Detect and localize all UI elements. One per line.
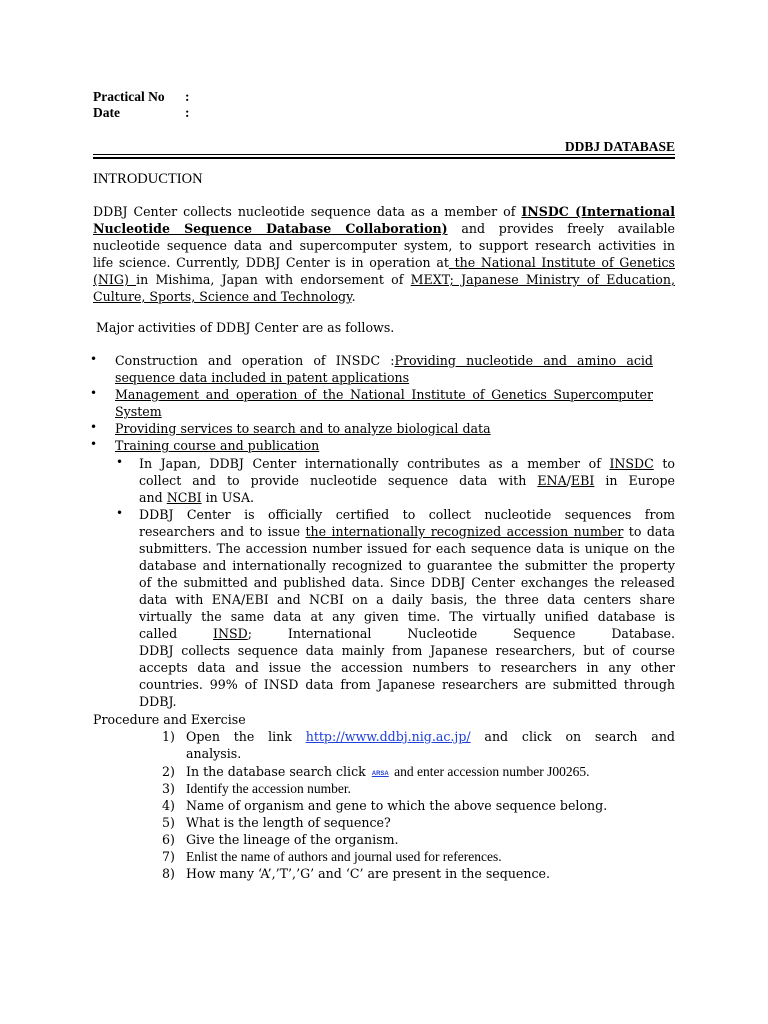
step-1-line-2: analysis. [186, 746, 242, 761]
step-text: Open the link [186, 729, 306, 744]
step-1-line-1 [186, 728, 675, 745]
intro-line-4 [93, 254, 675, 271]
ebi-link[interactable]: EBI [570, 473, 595, 488]
sub-text: researchers and to issue [139, 524, 306, 539]
sub-text: / [566, 473, 571, 488]
sub-bullet-icon: • [116, 506, 124, 520]
step-7: Enlist the name of authors and journal used for references. [186, 849, 502, 864]
step-8-number: 8) [162, 866, 175, 881]
sub-text: called [139, 626, 214, 641]
sub2-line-2 [139, 523, 675, 540]
sub2-line-3: submitters. The accession number issued for each sequence data is unique on the [139, 541, 675, 556]
intro-line-2 [93, 220, 675, 237]
patent-data-link[interactable]: Providing nucleotide and amino acid [394, 353, 653, 368]
date-colon: : [185, 105, 190, 120]
step-3-number: 3) [162, 781, 175, 796]
intro-line-1 [93, 203, 675, 220]
insdc-link[interactable]: INSDC (International [521, 204, 675, 219]
activity-text: Construction and operation of INSDC : [115, 353, 395, 368]
insdc-link[interactable]: INSDC [609, 456, 654, 471]
procedure-heading: Procedure and Exercise [93, 712, 246, 727]
sub1-line-3 [139, 489, 254, 506]
intro-text: and provides freely available [447, 221, 675, 236]
intro-line-6 [93, 288, 356, 305]
sub2-line-10: accepts data and issue the accession numbers to researchers in any other [139, 660, 675, 675]
sub2-line-5: of the submitted and published data. Since DDBJ Center exchanges the released [139, 575, 675, 590]
intro-text: life science. Currently, DDBJ Center is in operation at [93, 255, 449, 270]
nig-link-continued[interactable]: (NIG) [93, 272, 137, 287]
step-2-number: 2) [162, 764, 175, 779]
step-6-number: 6) [162, 832, 175, 847]
activity-4[interactable]: Training course and publication [115, 438, 320, 453]
sub-text: in Europe [594, 473, 675, 488]
sub2-line-9: DDBJ collects sequence data mainly from Japanese researchers, but of course [139, 643, 675, 658]
sub-bullet-icon: • [116, 455, 124, 469]
bullet-icon: • [90, 352, 98, 366]
sub-text: ; International Nucleotide Sequence Database. [247, 626, 675, 641]
activity-1-line-1 [115, 352, 653, 369]
step-4-number: 4) [162, 798, 175, 813]
mext-link-continued[interactable]: Culture, Sports, Science and Technology [93, 289, 352, 304]
ena-link[interactable]: ENA [537, 473, 567, 488]
step-6: Give the lineage of the organism. [186, 832, 399, 847]
intro-text: . [351, 289, 356, 304]
arsa-icon[interactable]: ARSA [371, 771, 389, 777]
date-label: Date [93, 105, 120, 120]
insdc-link-continued[interactable]: Nucleotide Sequence Database Collaboration) [93, 221, 448, 236]
sub-text: and [139, 490, 167, 505]
activity-1-line-2[interactable]: sequence data included in patent applications [115, 370, 410, 385]
mext-link[interactable]: MEXT; Japanese Ministry of Education, [410, 272, 675, 287]
activity-2-line-1[interactable]: Management and operation of the National Institute of Genetics Supercomputer [115, 387, 653, 402]
step-4: Name of organism and gene to which the above sequence belong. [186, 798, 608, 813]
intro-text: in Mishima, Japan with endorsement of [136, 272, 411, 287]
introduction-heading: INTRODUCTION [93, 171, 203, 187]
sub1-line-1 [139, 455, 675, 472]
sub-text: to [653, 456, 675, 471]
step-text: and enter accession number J00265. [390, 764, 590, 779]
bullet-icon: • [90, 386, 98, 400]
sub2-line-1: DDBJ Center is officially certified to collect nucleotide sequences from [139, 507, 675, 522]
bullet-icon: • [90, 437, 98, 451]
page-title: DDBJ DATABASE [564, 139, 675, 154]
sub-text: In Japan, DDBJ Center internationally contributes as a member of [139, 456, 610, 471]
ddbj-url-link[interactable]: http://www.ddbj.nig.ac.jp/ [305, 729, 471, 744]
insd-link[interactable]: INSD [213, 626, 248, 641]
practical-no-colon: : [185, 89, 190, 104]
sub2-line-4: database and internationally recognized to guarantee the submitter the property [139, 558, 675, 573]
sub2-line-6: data with ENA/EBI and NCBI on a daily basis, the three data centers share [139, 592, 675, 607]
step-text: and click on search and [470, 729, 675, 744]
activity-2-line-2[interactable]: System [115, 404, 162, 419]
sub1-line-2 [139, 472, 675, 489]
practical-no-label: Practical No [93, 89, 165, 104]
step-text: In the database search click [186, 764, 370, 779]
title-rule-thick [93, 157, 675, 159]
sub-text: collect and to provide nucleotide sequence data with [139, 473, 538, 488]
accession-number-link[interactable]: the internationally recognized accession number [305, 524, 624, 539]
step-7-number: 7) [162, 849, 175, 864]
intro-line-3: nucleotide sequence data and supercomputer system, to support research activities in [93, 238, 675, 253]
sub-text: to data [623, 524, 675, 539]
step-5-number: 5) [162, 815, 175, 830]
ncbi-link[interactable]: NCBI [166, 490, 202, 505]
step-8: How many ‘A’,’T’,’G’ and ‘C’ are present in the sequence. [186, 866, 551, 881]
bullet-icon: • [90, 420, 98, 434]
title-rule-thin [93, 154, 675, 155]
sub2-line-12: DDBJ. [139, 694, 177, 709]
step-3: Identify the accession number. [186, 781, 351, 796]
step-5: What is the length of sequence? [186, 815, 391, 830]
sub-text: in USA. [201, 490, 255, 505]
intro-text: DDBJ Center collects nucleotide sequence data as a member of [93, 204, 522, 219]
sub2-line-7: virtually the same data at any given time. The virtually unified database is [139, 609, 675, 624]
activity-3[interactable]: Providing services to search and to analyze biological data [115, 421, 491, 436]
sub2-line-11: countries. 99% of INSD data from Japanese researchers are submitted through [139, 677, 675, 692]
sub2-line-8 [139, 625, 675, 642]
major-activities-intro: Major activities of DDBJ Center are as follows. [96, 320, 395, 335]
step-1-number: 1) [162, 729, 175, 744]
nig-link[interactable]: the National Institute of Genetics [448, 255, 675, 270]
intro-line-5 [93, 271, 675, 288]
